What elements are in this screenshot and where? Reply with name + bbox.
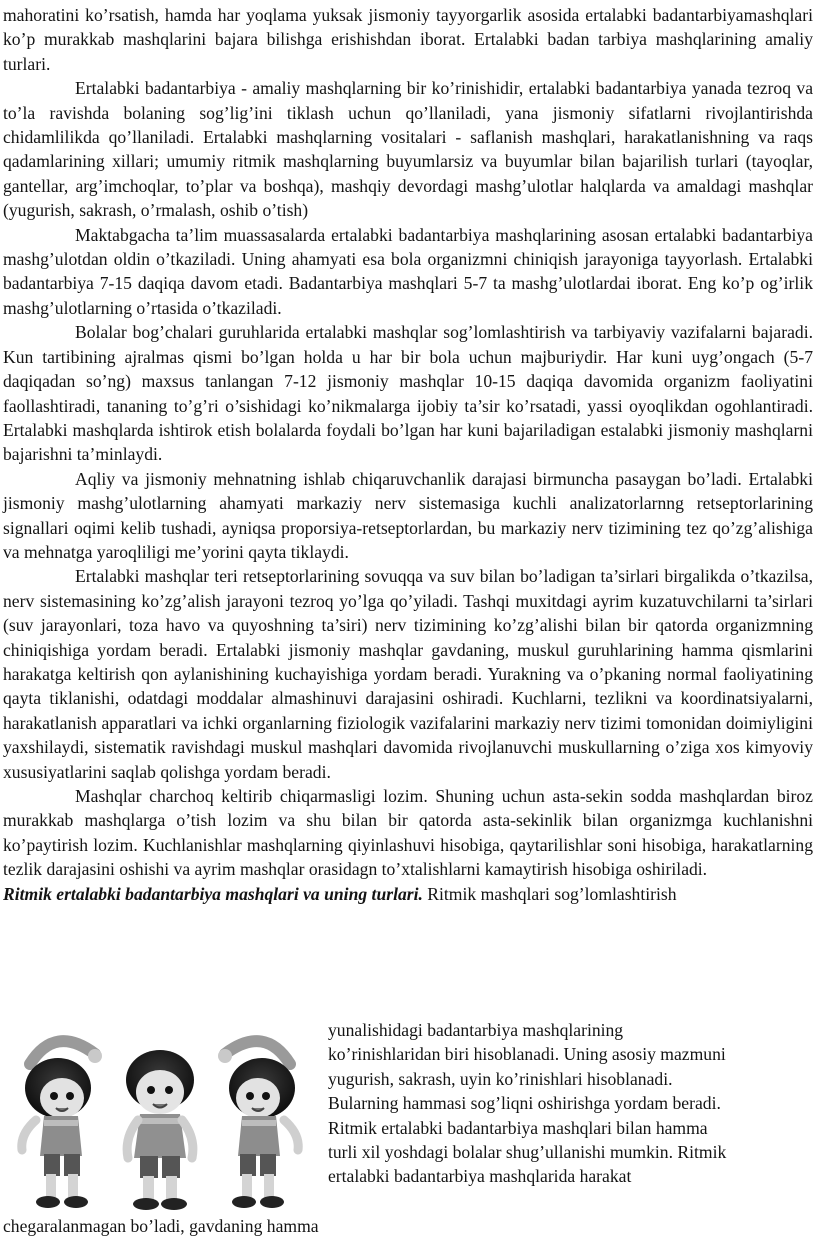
wrapped-line: Bularning hammasi sog’liqni oshirishga yordam beradi. <box>328 1093 721 1114</box>
paragraph-1: mahoratini ko’rsatish, hamda har yoqlama yuksak jismoniy tayyorgarlik asosida ertalabki badantarbiyamashqlari ko’p murakkab mashqlarini bajara bilishga erishishdan iborat. Ertalabki badan tarbiya mashqlarining amaliy turlari. <box>3 5 813 74</box>
children-illustration-svg <box>0 1024 320 1216</box>
section-heading: Ritmik ertalabki badantarbiya mashqlari va uning turlari. <box>3 883 423 904</box>
children-exercising-illustration <box>0 1024 320 1216</box>
wrapped-line: yunalishidagi badantarbiya mashqlarining <box>328 1020 624 1040</box>
wrapped-line: yugurish, sakrash, uyin ko’rinishlari hisoblanadi. <box>328 1068 673 1089</box>
child-left <box>22 1041 102 1208</box>
wrapped-line: ko’rinishlaridan biri hisoblanadi. Uning asosiy mazmuni <box>328 1044 726 1065</box>
paragraph-2: Ertalabki badantarbiya - amaliy mashqlarning bir ko’rinishidir, ertalabki badantarbiya yanada tezroq va to’la ravishda bolaning sog’lig’ini tiklash uchun qo’llaniladi, yana jismoniy sifatlarni rivojlantirishda chidamlilikda qo’llaniladi. Ertalabki mashqlarning vositalari - saflanish mashqlari, harakatlanishning va raqs qadamlarining xillari; umumiy ritmik mashqlarning buyumlarsiz va buyumlar bilan bajarilish turlari (tayoqlar, gantellar, arg’imchoqlar, to’plar va boshqa), mashqiy devordagi mashg’ulotlar halqlarda va amaldagi mashqlar (yugurish, sakrash, o’rmalash, oshib o’tish) <box>3 78 813 221</box>
wrapped-line: turli xil yoshdagi bolalar shug’ullanishi mumkin. Ritmik <box>328 1142 727 1163</box>
section-last-line: chegaralanmagan bo’ladi, gavdaning hamma <box>3 1216 319 1236</box>
section-first-line: Ritmik mashqlari sog’lomlashtirish <box>422 883 677 904</box>
wrapped-line: Ritmik ertalabki badantarbiya mashqlari bilan hamma <box>328 1117 708 1138</box>
body-text <box>3 3 813 906</box>
wrapped-line: ertalabki badantarbiya mashqlarida harakat <box>328 1166 632 1187</box>
child-right <box>218 1041 298 1208</box>
paragraph-3: Maktabgacha ta’lim muassasalarda ertalabki badantarbiya mashqlarining asosan ertalabki badantarbiya mashg’ulotdan oldin o’tkaziladi. Uning ahamyati esa bola organizmni chiniqish jarayoniga tayyorlash. Ertalabki badantarbiya 7-15 daqiqa davom etadi. Badantarbiya mashqlari 5-7 ta mashg’ulotlardai iborat. Eng ko’p og’irlik mashg’ulotlarning o’rtasida o’tkaziladi. <box>3 224 813 318</box>
paragraph-5: Aqliy va jismoniy mehnatning ishlab chiqaruvchanlik darajasi birmuncha pasaygan bo’ladi. Ertalabki jismoniy mashg’ulotlarning ahamyati markaziy nerv sistemasiga kuchli analizatorlarnng retseptorlarining signallari oqimi kelib tushadi, ayniqsa proporsiya-retseptorlardan, bu markaziy nerv tizimining tez qo’zg’alishiga va mehnatga yaroqliligi me’yorini qayta tiklaydi. <box>3 468 813 562</box>
paragraph-4: Bolalar bog’chalari guruhlarida ertalabki mashqlar sog’lomlashtirish va tarbiyaviy vazifalarni bajaradi. Kun tartibining ajralmas qismi bo’lgan holda u har bir bola uchun majburiydir. Har kuni uyg’ongach (5-7 daqiqadan so’ng) maxsus tanlangan 7-12 jismoniy mashqlar 10-15 daqiqa davomida organizm faoliyatini faollashtiradi, tananing to’g’ri o’sishidagi ko’nikmalarga ijobiy ta’sir ko’rsatadi, yassi oyoqlikdan ogohlantiradi. Ertalabki mashqlarda ishtirok etish bolalarda foydali bo’lgan har kuni bajariladigan estalabki jismoniy mashqlarni bajarishni ta’minlaydi. <box>3 322 813 465</box>
child-middle <box>126 1050 194 1210</box>
paragraph-7: Mashqlar charchoq keltirib chiqarmasligi lozim. Shuning uchun asta-sekin sodda mashqlardan biroz murakkab mashqlarga o’tish lozim va shu bilan bir qatorda asta-sekinlik bilan organizmga kuchlanishni ko’paytirish lozim. Kuchlanishlar mashqlarning qiyinlashuvi hisobiga, qaytarilishlar soni hisobiga, harakatlarning tezlik darajasini oshishi va ayrim mashqlar orasidagn to’xtalishlarni kamaytirish hisobiga oshiriladi. <box>3 786 813 880</box>
wrapped-text-column <box>328 1018 813 1189</box>
paragraph-6: Ertalabki mashqlar teri retseptorlarining sovuqqa va suv bilan bo’ladigan ta’sirlari birgalikda o’tkazilsa, nerv sistemasining ko’zg’alish jarayoni tezroq yo’lga qo’yiladi. Tashqi muxitdagi ayrim kuzatuvchilarni ta’sirlari (suv jarayonlari, toza havo va quyoshning ta’siri) nerv tizimining ko’zg’alishi bilan bir qatorda organizmning chiniqishiga yordam beradi. Ertalabki jismoniy mashqlar gavdaning, muskul guruhlarining hamma qismlarini harakatga keltirish qon aylanishining kuchayishiga yordam beradi. Yurakning va o’pkaning normal faoliyatining qayta tiklanishi, odatdagi moddalar almashinuvi darajasini oshiradi. Kuchlarni, tezlikni va koordinatsiyalarni, harakatlanish apparatlari va ichki organlarning fiziologik vazifalarini markaziy nerv tizimi tomonidan doimiyligini yaxshilaydi, sistematik ravishdagi muskul mashqlari davomida rivojlanuvchi muskullarning o’ziga xos kimyoviy xususiyatlarini saqlab qolishga yordam beradi. <box>3 566 813 782</box>
section-heading-line <box>3 882 813 906</box>
